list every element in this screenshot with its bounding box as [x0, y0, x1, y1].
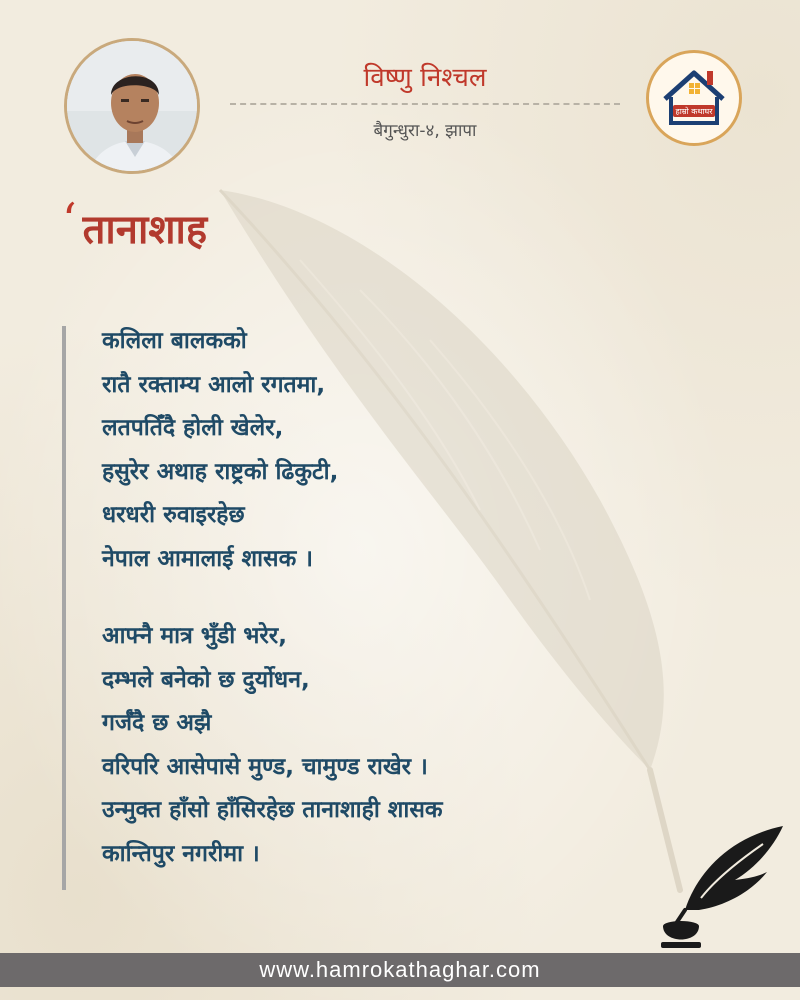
author-place: बैगुन्धुरा-४, झापा [373, 121, 477, 141]
poem-line: गर्जँदै छ अझै [102, 710, 212, 736]
author-name: विष्णु निश्चल [363, 63, 487, 93]
poem-line: हसुरेर अथाह राष्ट्रको ढिकुटी, [102, 458, 339, 485]
footer-bar [0, 953, 800, 987]
poem-side-bar [62, 326, 66, 890]
poem-line: नेपाल आमालाई शासक । [102, 545, 313, 572]
poem-line: कलिला बालकको [102, 328, 247, 354]
poem-line: वरिपरि आसेपासे मुण्ड, चामुण्ड राखेर । [102, 753, 428, 780]
quill-inkpot-icon [655, 818, 795, 952]
poem-title: तानाशाह [82, 207, 208, 253]
quote-icon: ‘ [62, 193, 77, 247]
poem-line: रातै रक्ताम्य आलो रगतमा, [102, 371, 326, 398]
poem-line: लतपतिँदै होली खेलेर, [102, 415, 284, 441]
logo-text: हाम्रो कथाघर [675, 107, 713, 116]
stanza-2 [102, 615, 742, 876]
divider [230, 103, 620, 105]
poem-line: कान्तिपुर नगरीमा । [102, 840, 260, 867]
author-photo [64, 38, 200, 174]
poem-body [102, 320, 742, 910]
website-link[interactable]: www.hamrokathaghar.com [259, 957, 541, 982]
poem-line: उन्मुक्त हाँसो हाँसिरहेछ तानाशाही शासक [102, 797, 443, 823]
title-row [62, 193, 208, 255]
poem-line: दम्भले बनेको छ दुर्योधन, [102, 666, 310, 693]
poem-line: धरधरी रुवाइरहेछ [102, 502, 245, 528]
poem-line: आफ्नै मात्र भुँडी भरेर, [102, 623, 287, 649]
site-logo [646, 50, 742, 146]
stanza-1 [102, 320, 742, 581]
